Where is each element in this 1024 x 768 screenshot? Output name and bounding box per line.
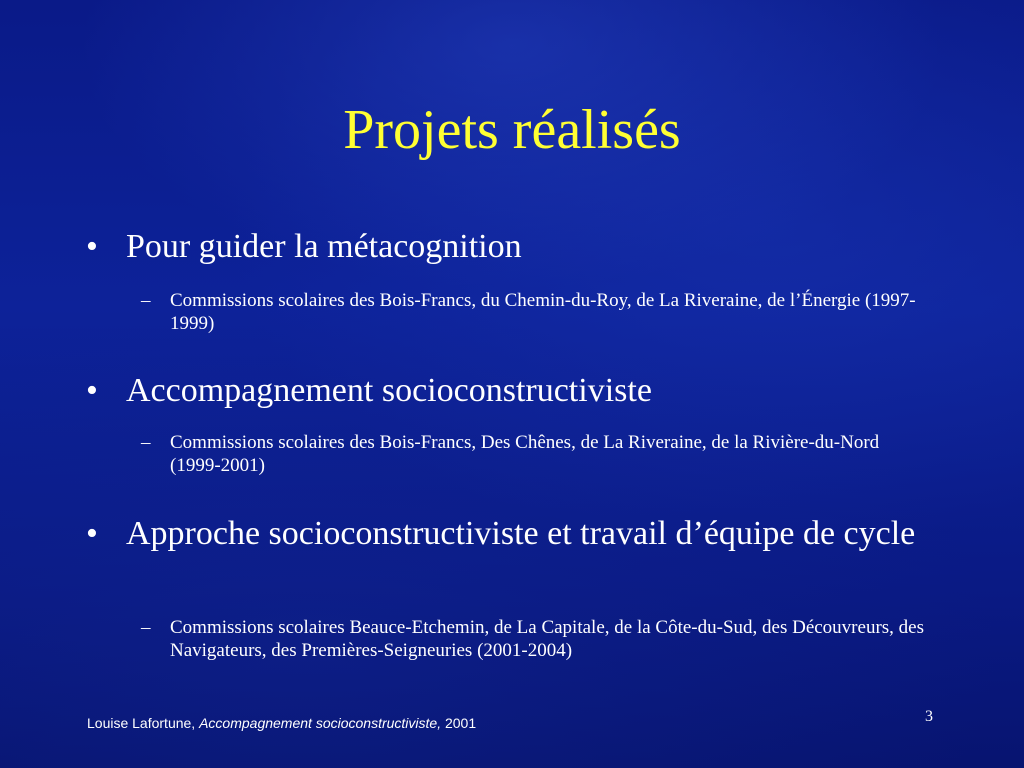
dash-marker: – xyxy=(141,290,151,311)
bullet-item-approche xyxy=(86,513,946,555)
bullet-heading: Pour guider la métacognition xyxy=(126,228,522,265)
footer-year: 2001 xyxy=(444,715,477,731)
sub-item-text: Commissions scolaires des Bois-Francs, du Chemin-du-Roy, de La Riveraine, de l’Énergie (1997-1999) xyxy=(170,290,916,334)
sub-item-accompagnement xyxy=(141,431,931,477)
slide-footer xyxy=(87,715,476,731)
bullet-marker: • xyxy=(86,372,98,409)
bullet-heading: Accompagnement socioconstructiviste xyxy=(126,372,652,409)
bullet-heading: Approche socioconstructiviste et travail d’équipe de cycle xyxy=(126,515,916,552)
bullet-item-accompagnement xyxy=(86,370,946,412)
sub-item-metacognition xyxy=(141,289,931,335)
bullet-marker: • xyxy=(86,228,98,265)
footer-author: Louise Lafortune, xyxy=(87,715,196,731)
bullet-marker: • xyxy=(86,515,98,552)
footer-work-title: Accompagnement socioconstructiviste, xyxy=(199,715,442,731)
dash-marker: – xyxy=(141,617,151,638)
page-number: 3 xyxy=(925,708,933,725)
dash-marker: – xyxy=(141,432,151,453)
sub-item-approche xyxy=(141,616,931,662)
bullet-item-metacognition xyxy=(86,226,946,268)
slide-title: Projets réalisés xyxy=(343,99,681,161)
sub-item-text: Commissions scolaires des Bois-Francs, Des Chênes, de La Riveraine, de la Rivière-du-Nord (1999-2001) xyxy=(170,432,880,476)
sub-item-text: Commissions scolaires Beauce-Etchemin, de La Capitale, de la Côte-du-Sud, des Découvreurs, des Navigateurs, des Premières-Seigneuries (2001-2004) xyxy=(170,617,924,661)
